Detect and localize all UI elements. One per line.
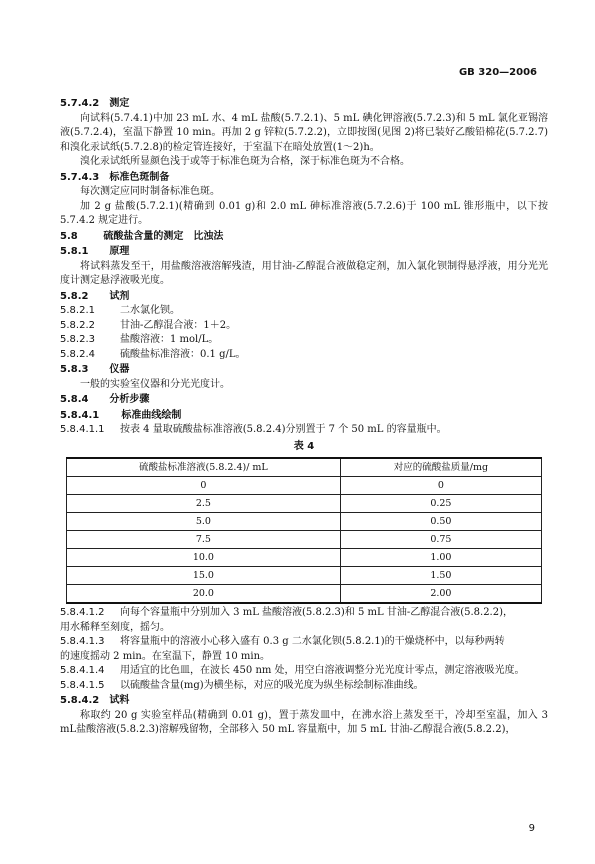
table-cell: 1.00 xyxy=(340,549,541,567)
item-number: 5.8.4.1.2 xyxy=(60,607,105,618)
list-item xyxy=(60,423,548,438)
table-cell: 5.0 xyxy=(67,513,341,531)
table-cell: 0.25 xyxy=(340,495,541,513)
list-item xyxy=(60,319,548,334)
paragraph: 称取约 20 g 实验室样品(精确到 0.01 g)，置于蒸发皿中，在沸水浴上蒸发至干，冷却至室温，加入 3 mL盐酸溶液(5.8.2.3)溶解残留物，全部移入 50 mL 容量瓶中，加 5 mL 甘油-乙醇混合液(5.8.2.2)， xyxy=(60,709,548,735)
column-header: 硫酸盐标准溶液(5.8.2.4)/ mL xyxy=(67,458,341,477)
section-heading xyxy=(60,408,548,424)
item-number: 5.8.2.2 xyxy=(60,319,95,331)
list-item xyxy=(60,606,548,635)
table-cell: 0.75 xyxy=(340,531,541,549)
table-caption: 表 4 xyxy=(293,440,315,452)
table-cell: 1.50 xyxy=(340,567,541,585)
section-heading xyxy=(60,96,548,112)
section-heading xyxy=(60,289,548,305)
item-text: 二水氯化钡。 xyxy=(120,305,180,316)
column-header: 对应的硫酸盐质量/mg xyxy=(340,458,541,477)
paragraph: 一般的实验室仪器和分光光度计。 xyxy=(80,378,230,390)
page-number: 9 xyxy=(528,823,535,834)
item-text: 以硫酸盐含量(mg)为横坐标，对应的吸光度为纵坐标绘制标准曲线。 xyxy=(120,679,424,691)
paragraph: 加 2 g 盐酸(5.7.2.1)(精确到 0.01 g)和 2.0 mL 砷标准溶液(5.7.2.6)于 100 mL 锥形瓶中，以下按 5.7.4.2 规定进行。 xyxy=(60,200,548,226)
table-cell: 2.5 xyxy=(67,495,341,513)
section-title: 标准曲线绘制 xyxy=(121,409,182,421)
item-number: 5.8.4.1.3 xyxy=(60,636,105,647)
table-row xyxy=(67,495,542,513)
section-title: 仪器 xyxy=(109,364,130,375)
section-number: 5.7.4.3 xyxy=(60,171,100,183)
data-table xyxy=(66,457,542,604)
item-text-continued: 的速度摇动 2 min。在室温下，静置 10 min。 xyxy=(60,650,271,662)
section-title: 标准色斑制备 xyxy=(109,171,170,183)
table-row xyxy=(67,513,542,531)
item-text: 按表 4 量取硫酸盐标准溶液(5.8.2.4)分别置于 7 个 50 mL 的容量瓶中。 xyxy=(120,424,447,435)
section-title: 试剂 xyxy=(109,290,130,302)
section-number: 5.8 xyxy=(60,230,78,242)
table-cell: 2.00 xyxy=(340,585,541,604)
table-cell: 15.0 xyxy=(67,567,341,585)
item-text: 将容量瓶中的溶液小心移入盛有 0.3 g 二水氯化钡(5.8.2.1)的干燥烧杯中，以每秒两转 xyxy=(120,636,505,647)
standard-code: GB 320—2006 xyxy=(458,67,537,78)
table-cell: 0 xyxy=(340,477,541,495)
item-number: 5.8.4.1.1 xyxy=(60,424,105,435)
section-title: 测定 xyxy=(109,98,130,109)
list-item xyxy=(60,679,548,694)
paragraph: 溴化汞试纸所显颜色浅于或等于标准色斑为合格，深于标准色斑为不合格。 xyxy=(80,156,410,167)
section-number: 5.8.4.1 xyxy=(60,409,100,421)
section-heading xyxy=(60,693,548,709)
item-number: 5.8.4.1.5 xyxy=(60,679,105,691)
paragraph: 向试料(5.7.4.1)中加 23 mL 水、4 mL 盐酸(5.7.2.1)、5 mL 碘化钾溶液(5.7.2.3)和 5 mL 氯化亚锡溶液(5.7.2.4)，室温下静置 10 min。再加 2 g 锌粒(5.7.2.2)，立即按图(见图 2)将已装好乙酸铅棉花(5.7.2.7)和溴化汞试纸(5.7.2.8)的检定管连接好，于室温下在暗处放置(1～2)h。 xyxy=(60,112,548,153)
item-number: 5.8.2.1 xyxy=(60,305,95,316)
section-number: 5.8.4.2 xyxy=(60,695,100,706)
item-number: 5.8.2.4 xyxy=(60,348,95,360)
list-item xyxy=(60,664,548,679)
table-header-row xyxy=(67,458,542,477)
document-body xyxy=(60,96,548,738)
section-heading xyxy=(60,170,548,186)
table-row xyxy=(67,531,542,549)
table-cell: 10.0 xyxy=(67,549,341,567)
section-number: 5.8.1 xyxy=(60,246,89,257)
table-cell: 7.5 xyxy=(67,531,341,549)
section-number: 5.7.4.2 xyxy=(60,98,100,109)
section-heading xyxy=(60,362,548,378)
item-text-continued: 用水稀释至刻度，摇匀。 xyxy=(60,621,170,633)
paragraph: 每次测定应同时制备标准色斑。 xyxy=(80,186,220,197)
section-heading xyxy=(60,392,548,408)
list-item xyxy=(60,304,548,319)
table-row xyxy=(67,567,542,585)
item-text: 甘油-乙醇混合液：1＋2。 xyxy=(120,319,237,331)
item-text: 用适宜的比色皿，在波长 450 nm 处，用空白溶液调整分光光度计零点，测定溶液吸光度。 xyxy=(120,665,525,676)
item-number: 5.8.4.1.4 xyxy=(60,665,105,676)
table-row xyxy=(67,549,542,567)
item-number: 5.8.2.3 xyxy=(60,334,95,345)
section-number: 5.8.2 xyxy=(60,290,89,302)
section-title: 分析步骤 xyxy=(109,394,150,405)
item-text: 向每个容量瓶中分别加入 3 mL 盐酸溶液(5.8.2.3)和 5 mL 甘油-乙醇混合液(5.8.2.2)， xyxy=(120,607,513,618)
table-cell: 0 xyxy=(67,477,341,495)
section-heading xyxy=(60,229,548,245)
paragraph: 将试料蒸发至干，用盐酸溶液溶解残渣，用甘油-乙醇混合液做稳定剂，加入氯化钡制得悬浮液，用分光光度计测定悬浮液吸光度。 xyxy=(60,260,548,286)
table-row xyxy=(67,477,542,495)
list-item xyxy=(60,348,548,363)
section-number: 5.8.4 xyxy=(60,394,89,405)
item-text: 盐酸溶液：1 mol/L。 xyxy=(120,334,219,345)
table-row xyxy=(67,585,542,604)
list-item xyxy=(60,635,548,664)
section-title: 原理 xyxy=(109,246,130,257)
table-cell: 0.50 xyxy=(340,513,541,531)
item-text: 硫酸盐标准溶液：0.1 g/L。 xyxy=(120,348,246,360)
section-title: 硫酸盐含量的测定 比浊法 xyxy=(103,230,224,242)
section-title: 试料 xyxy=(109,695,130,706)
section-heading xyxy=(60,244,548,260)
list-item xyxy=(60,333,548,348)
table-cell: 20.0 xyxy=(67,585,341,604)
section-number: 5.8.3 xyxy=(60,364,89,375)
